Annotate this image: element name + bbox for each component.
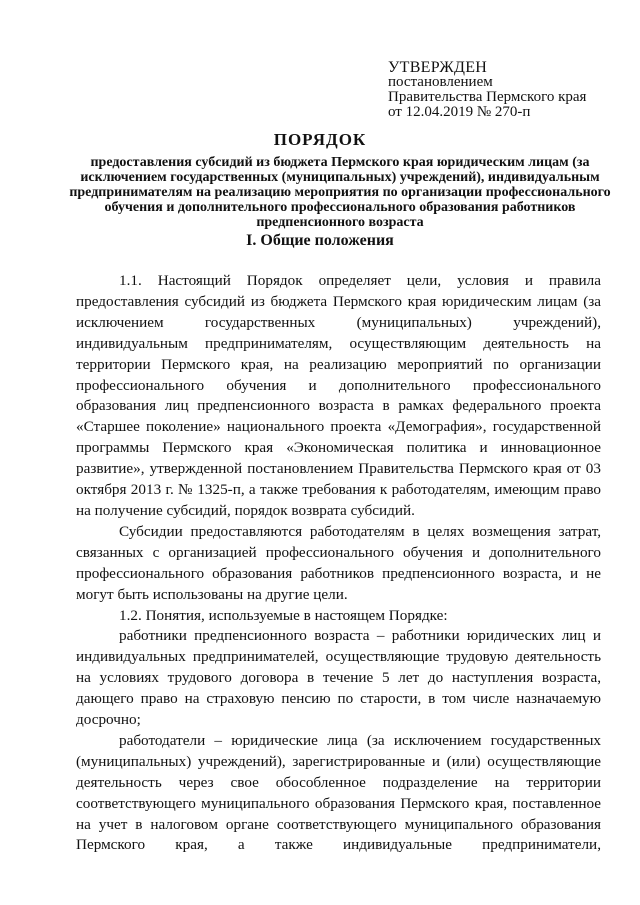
- document-subtitle: предоставления субсидий из бюджета Пермского края юридическим лицам (за исключением государственных (муниципальных) учреждений), индивидуальным предпринимателям на реализацию мероприятия по организации профессионального обучения и дополнительного профессионального образования работников предпенсионного возраста: [69, 155, 611, 230]
- section-heading: I. Общие положения: [246, 232, 394, 249]
- document-title: ПОРЯДОК: [273, 130, 367, 149]
- document-body: [76, 271, 601, 856]
- approval-line-1: постановлением: [388, 74, 493, 90]
- paragraph-1-2: 1.2. Понятия, используемые в настоящем Порядке:: [119, 606, 448, 624]
- paragraph-1-1: 1.1. Настоящий Порядок определяет цели, условия и правила предоставления субсидий из бюджета Пермского края юридическим лицам (за исключением государственных (муниципальных) учреждений), индивидуальным предпринимателям, осуществляющим деятельность на территории Пермского края, на реализацию мероприятий по организации профессионального обучения и дополнительного профессионального образования лиц предпенсионного возраста в рамках федерального проекта «Старшее поколение» национального проекта «Демография», государственной программы Пермского края «Экономическая политика и инновационное развитие», утвержденной постановлением Правительства Пермского края от 03 октября 2013 г. № 1325-п, а также требования к работодателям, имеющим право на получение субсидий, порядок возврата субсидий.: [76, 272, 601, 519]
- paragraph-employers-definition: работодатели – юридические лица (за исключением государственных (муниципальных) учреждений), зарегистрированные и (или) осуществляющие деятельность через свое обособленное подразделение на территории соответствующего муниципального образования Пермского края, поставленное на учет в налоговом органе соответствующего муниципального образования Пермского края, а также индивидуальные предприниматели,: [76, 731, 601, 854]
- approval-line-2: Правительства Пермского края: [388, 89, 587, 105]
- paragraph-subsidies: Субсидии предоставляются работодателям в целях возмещения затрат, связанных с организацией профессионального обучения и дополнительного профессионального образования работников предпенсионного возраста, и не могут быть использованы на другие цели.: [76, 522, 601, 603]
- paragraph-workers-definition: работники предпенсионного возраста – работники юридических лиц и индивидуальных предпринимателей, осуществляющие трудовую деятельность на условиях трудового договора в течение 5 лет до наступления возраста, дающего право на страховую пенсию по старости, в том числе назначаемую досрочно;: [76, 627, 601, 729]
- approval-stamp: УТВЕРЖДЕН: [388, 59, 488, 76]
- approval-line-3: от 12.04.2019 № 270-п: [388, 104, 531, 120]
- approval-block: [388, 60, 586, 120]
